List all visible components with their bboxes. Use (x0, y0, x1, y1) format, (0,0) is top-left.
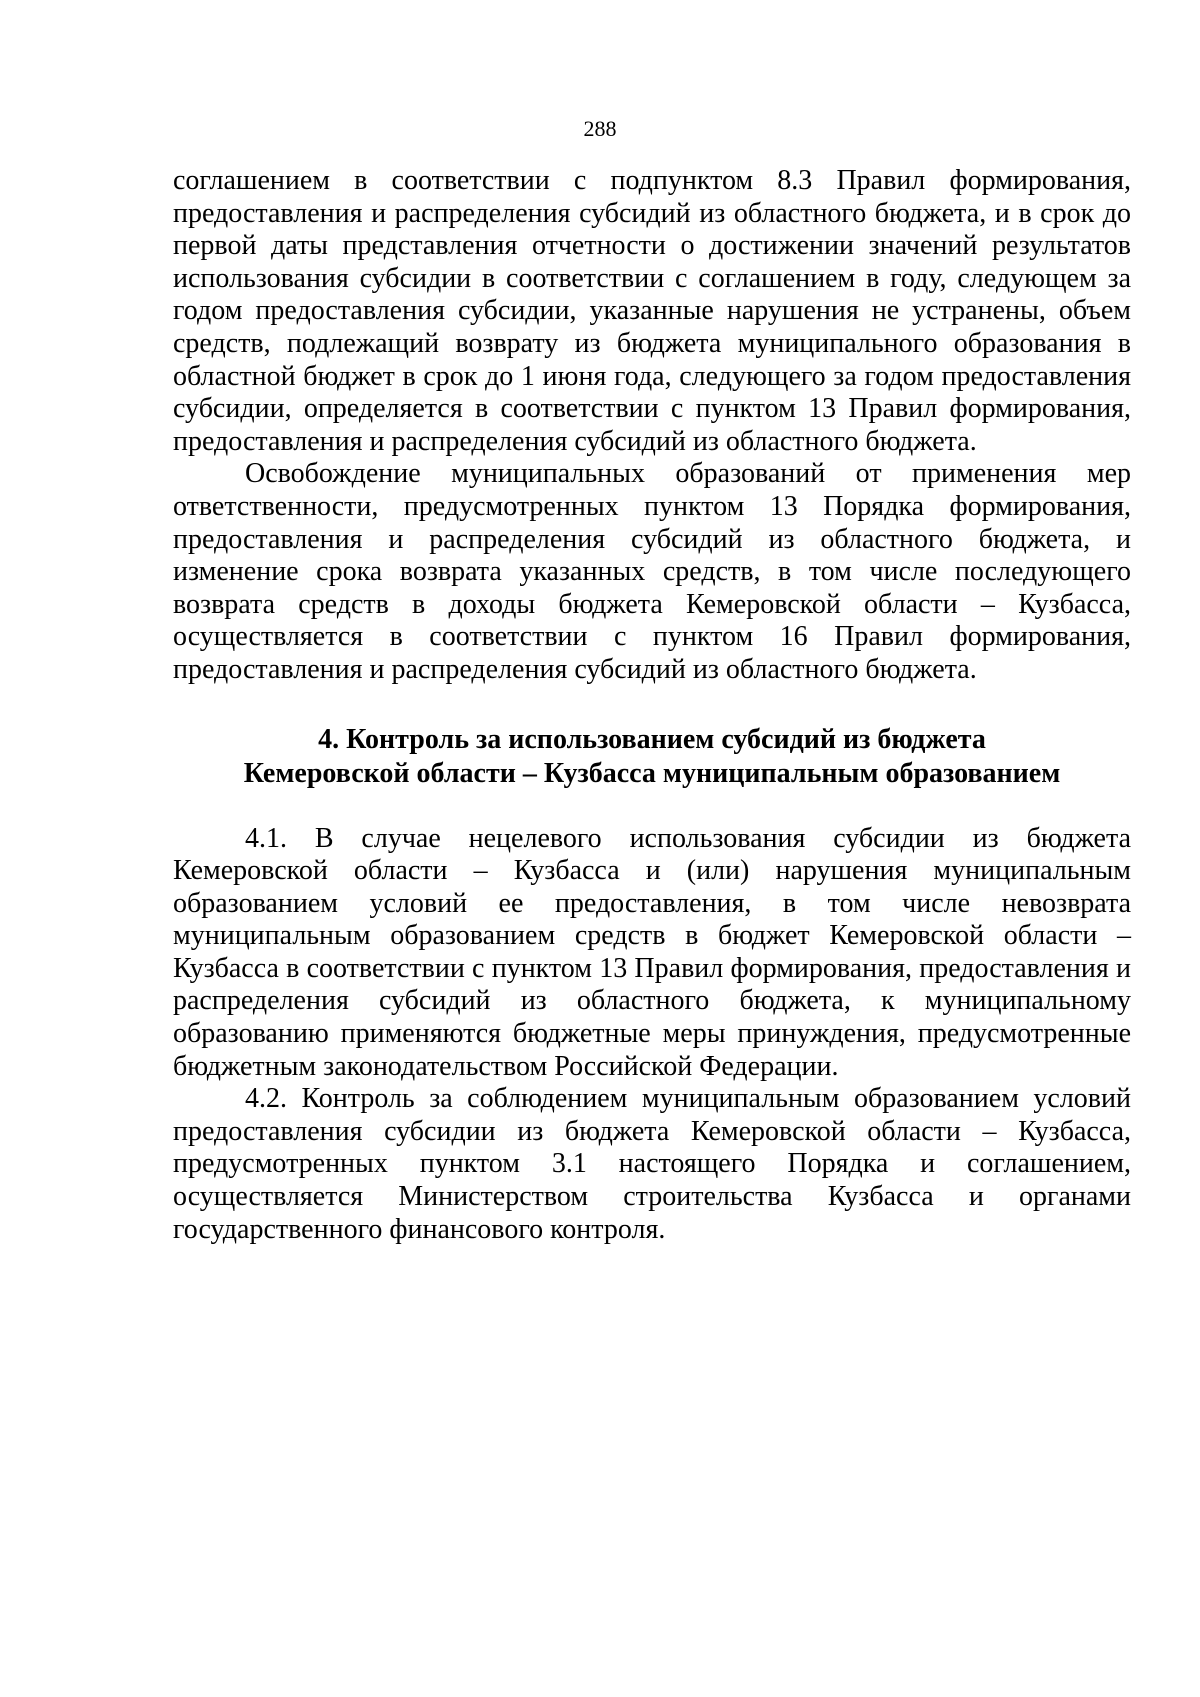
section-heading (173, 723, 1131, 791)
paragraph-4-2: 4.2. Контроль за соблюдением муниципальным образованием условий предоставления субсидии из бюджета Кемеровской области – Кузбасса, предусмотренных пунктом 3.1 настоящего Порядка и соглашением, осуществляется Министерством строительства Кузбасса и органами государственного финансового контроля. (173, 1083, 1131, 1245)
document-body (173, 165, 1131, 1246)
section-heading-line-1: 4. Контроль за использованием субсидий из бюджета (318, 723, 986, 755)
page-number: 288 (583, 116, 617, 141)
paragraph-continuation: соглашением в соответствии с подпунктом 8.3 Правил формирования, предоставления и распределения субсидий из областного бюджета, и в срок до первой даты представления отчетности о достижении значений результатов использования субсидии в соответствии с соглашением в году, следующем за годом предоставления субсидии, указанные нарушения не устранены, объем средств, подлежащий возврату из бюджета муниципального образования в областной бюджет в срок до 1 июня года, следующего за годом предоставления субсидии, определяется в соответствии с пунктом 13 Правил формирования, предоставления и распределения субсидий из областного бюджета. (173, 165, 1131, 457)
paragraph-exemption: Освобождение муниципальных образований от применения мер ответственности, предусмотренных пунктом 13 Порядка формирования, предоставления и распределения субсидий из областного бюджета, и изменение срока возврата указанных средств, в том числе последующего возврата средств в доходы бюджета Кемеровской области – Кузбасса, осуществляется в соответствии с пунктом 16 Правил формирования, предоставления и распределения субсидий из областного бюджета. (173, 458, 1131, 685)
paragraph-4-1: 4.1. В случае нецелевого использования субсидии из бюджета Кемеровской области – Кузбасса и (или) нарушения муниципальным образованием условий ее предоставления, в том числе невозврата муниципальным образованием средств в бюджет Кемеровской области – Кузбасса в соответствии с пунктом 13 Правил формирования, предоставления и распределения субсидий из областного бюджета, к муниципальному образованию применяются бюджетные меры принуждения, предусмотренные бюджетным законодательством Российской Федерации. (173, 822, 1131, 1082)
section-heading-line-2: Кемеровской области – Кузбасса муниципальным образованием (243, 757, 1061, 789)
